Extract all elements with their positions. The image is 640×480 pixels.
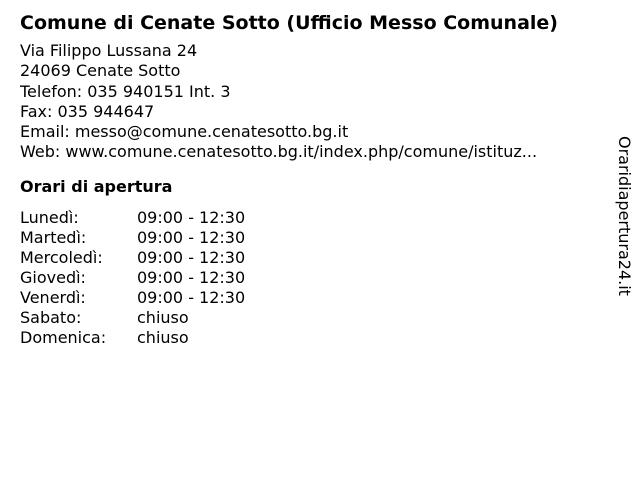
site-watermark: Oraridiapertura24.it <box>615 136 634 296</box>
hours-time: 09:00 - 12:30 <box>137 207 246 227</box>
opening-hours-table <box>20 208 245 349</box>
hours-row <box>20 228 245 248</box>
hours-time: 09:00 - 12:30 <box>137 288 246 308</box>
phone-number: Telefon: 035 940151 Int. 3 <box>20 81 231 101</box>
email-address: Email: messo@comune.cenatesotto.bg.it <box>20 122 349 142</box>
address-block <box>20 41 600 163</box>
hours-day: Mercoledì: <box>20 247 103 267</box>
office-card <box>20 10 600 348</box>
street-address: Via Filippo Lussana 24 <box>20 41 198 60</box>
hours-row <box>20 328 245 348</box>
hours-time: 09:00 - 12:30 <box>137 247 246 267</box>
hours-row <box>20 268 245 288</box>
opening-hours-heading: Orari di apertura <box>20 176 173 196</box>
city-postal: 24069 Cenate Sotto <box>20 61 181 81</box>
hours-day: Giovedì: <box>20 268 86 288</box>
office-title: Comune di Cenate Sotto (Ufficio Messo Comunale) <box>20 12 558 34</box>
hours-time: 09:00 - 12:30 <box>137 268 246 288</box>
hours-time: chiuso <box>137 328 189 348</box>
hours-time: 09:00 - 12:30 <box>137 227 246 247</box>
hours-day: Lunedì: <box>20 207 79 227</box>
hours-row <box>20 248 245 268</box>
hours-time: chiuso <box>137 308 189 328</box>
hours-day: Martedì: <box>20 227 87 247</box>
hours-day: Sabato: <box>20 308 82 328</box>
hours-row <box>20 308 245 328</box>
hours-row <box>20 208 245 228</box>
hours-day: Venerdì: <box>20 288 86 308</box>
hours-row <box>20 288 245 308</box>
hours-day: Domenica: <box>20 328 107 348</box>
fax-number: Fax: 035 944647 <box>20 101 155 121</box>
website-url: Web: www.comune.cenatesotto.bg.it/index.php/comune/istituz... <box>20 142 538 162</box>
